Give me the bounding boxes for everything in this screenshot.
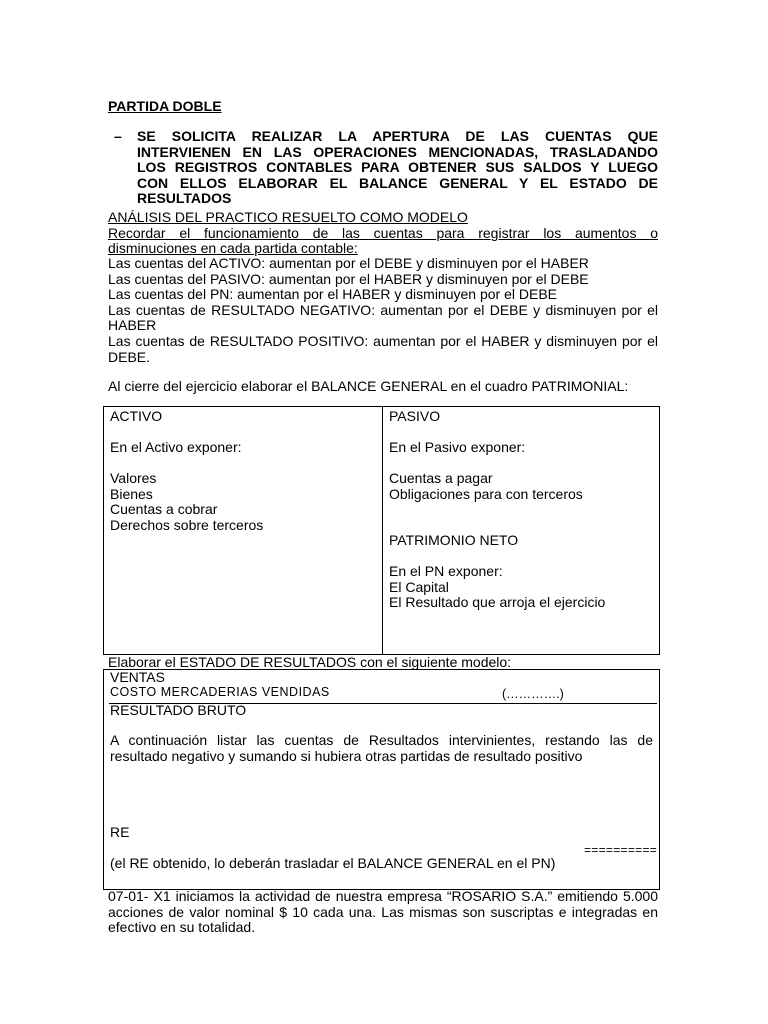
pasivo-expose: En el Pasivo exponer: [389, 439, 526, 455]
rule-positivo-cont: DEBE. [108, 348, 151, 365]
operation-paragraph [108, 889, 658, 936]
costo-placeholder: (………….) [502, 687, 564, 701]
total-equals-line: ========== [584, 843, 658, 857]
operation-line: 07-01- X1 iniciamos la actividad de nuestra empresa “ROSARIO S.A.” emitiendo 5.000 [108, 888, 658, 904]
activo-expose: En el Activo exponer: [110, 439, 242, 455]
costo-label: COSTO MERCADERIAS VENDIDAS [110, 685, 330, 699]
operation-line: acciones de valor nominal $ 10 cada una. Las mismas son suscriptas e integradas en [108, 903, 658, 920]
listar-line: A continuación listar las cuentas de Resultados intervinientes, restando las de [110, 732, 653, 748]
instruction-line: RESULTADOS [137, 190, 232, 207]
column-divider [382, 407, 383, 654]
activo-item: Bienes [110, 485, 153, 502]
rule-negativo: Las cuentas de RESULTADO NEGATIVO: aumentan por el DEBE y disminuyen por el [108, 301, 658, 318]
rule-negativo-cont: HABER [108, 317, 157, 334]
analysis-heading: ANÁLISIS DEL PRACTICO RESUELTO COMO MODELO [108, 209, 468, 225]
resultado-bruto-label: RESULTADO BRUTO [110, 702, 247, 718]
pn-title: PATRIMONIO NETO [389, 532, 519, 548]
activo-item: Valores [110, 470, 157, 486]
pn-item: El Capital [389, 578, 449, 595]
rule-positivo: Las cuentas de RESULTADO POSITIVO: aumentan por el HABER y disminuyen por el [108, 332, 658, 349]
balance-general-table [103, 406, 660, 655]
instruction-line: INTERVIENEN EN LAS OPERACIONES MENCIONADAS, TRASLADANDO [137, 143, 658, 160]
rule-activo: Las cuentas del ACTIVO: aumentan por el DEBE y disminuyen por el HABER [108, 255, 589, 271]
listar-line: resultado negativo y sumando si hubiera otras partidas de resultado positivo [110, 747, 583, 764]
page-title: PARTIDA DOBLE [108, 98, 222, 114]
instruction-line: CON ELLOS ELABORAR EL BALANCE GENERAL Y EL ESTADO DE [137, 174, 658, 191]
re-note: (el RE obtenido, lo deberán trasladar el BALANCE GENERAL en el PN) [110, 855, 556, 871]
pn-item: El Resultado que arroja el ejercicio [389, 594, 606, 610]
rule-pn: Las cuentas del PN: aumentan por el HABER y disminuyen por el DEBE [108, 286, 558, 303]
instruction-block [137, 129, 658, 207]
pn-expose: En el PN exponer: [389, 563, 503, 579]
activo-item: Derechos sobre terceros [110, 516, 264, 533]
instruction-line: SE SOLICITA REALIZAR LA APERTURA DE LAS CUENTAS QUE [137, 128, 658, 144]
activo-item: Cuentas a cobrar [110, 501, 218, 517]
pasivo-column [389, 409, 605, 611]
estado-intro: Elaborar el ESTADO DE RESULTADOS con el siguiente modelo: [108, 654, 512, 670]
recordar-line: Recordar el funcionamiento de las cuentas para registrar los aumentos o [108, 225, 658, 241]
rules-list [108, 256, 658, 365]
activo-column [110, 409, 263, 533]
instruction-line: LOS REGISTROS CONTABLES PARA OBTENER SUS SALDOS Y LUEGO [137, 159, 658, 176]
pasivo-item: Obligaciones para con terceros [389, 485, 583, 502]
rule-pasivo: Las cuentas del PASIVO: aumentan por el HABER y disminuyen por el DEBE [108, 270, 589, 287]
pasivo-item: Cuentas a pagar [389, 470, 493, 486]
bullet-dash: – [114, 128, 122, 144]
pasivo-title: PASIVO [389, 408, 441, 424]
operation-line: efectivo en su totalidad. [108, 919, 256, 936]
activo-title: ACTIVO [110, 408, 163, 424]
ventas-label: VENTAS [110, 669, 165, 685]
cierre-text: Al cierre del ejercicio elaborar el BALANCE GENERAL en el cuadro PATRIMONIAL: [108, 378, 629, 394]
estado-resultados-table [103, 669, 660, 890]
re-label: RE [110, 824, 130, 840]
listar-text [110, 733, 653, 764]
recordar-line: disminuciones en cada partida contable: [108, 240, 358, 256]
